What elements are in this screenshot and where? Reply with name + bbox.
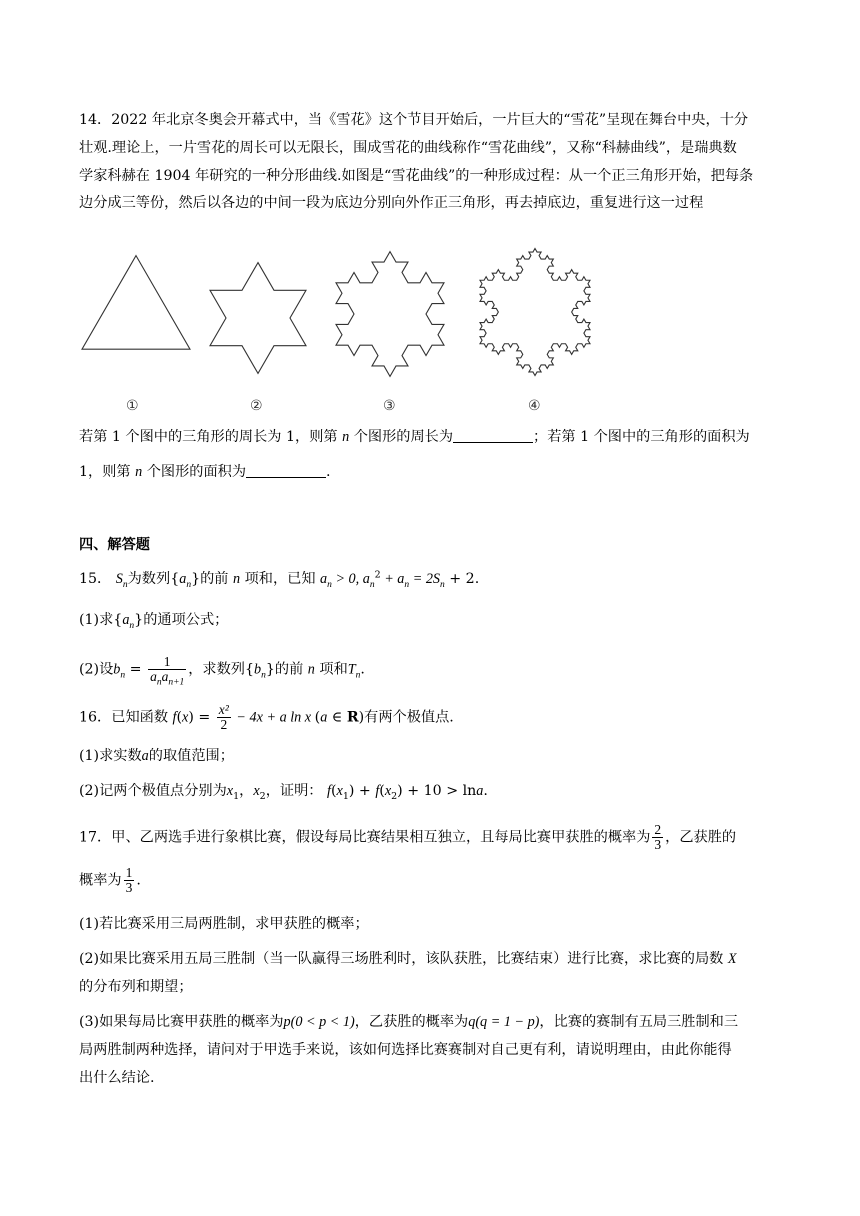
q17-text: (1)若比赛采用三局两胜制，求甲获胜的概率； (79, 916, 369, 932)
q16-text: (1)求实数 (79, 748, 142, 764)
q17-number: 17． (79, 829, 112, 846)
subscript: n (120, 670, 126, 681)
q14-text: 学家科赫在 1904 年研究的一种分形曲线.如图是“雪花曲线”的一种形成过程：从一个正三角形开始，把每条 (79, 168, 754, 184)
q15-part-2: (2)设$b_n$ = $\frac{1}{a_na_{n+1}}$ ，求数列$\{b_n\}$的前 n 项和$T_n$. (79, 654, 365, 688)
math: p(0 < p < 1) (283, 1014, 355, 1030)
math-f: f (172, 709, 177, 726)
q15-text: ，求数列 (188, 661, 245, 678)
q16-part-2: (2)记两个极值点分别为$x_1$，$x_2$，证明： $f(x_1) + f(x_2) + 10 > \ln a$. (79, 783, 488, 802)
subscript: n (355, 670, 361, 681)
q14-ask-text: 个图形的面积为 (142, 464, 247, 480)
math: − 4x + a ln x (232, 709, 315, 726)
q14-ask-text: 若第 1 个图中的三角形的周长为 1，则第 (79, 429, 343, 445)
math-x: x (253, 783, 260, 799)
math: + 2 (444, 571, 475, 587)
koch-iteration-2 (210, 263, 306, 374)
q14-line-2 (79, 138, 789, 158)
math: q(q = 1 − p) (468, 1014, 540, 1030)
math-a: a (141, 748, 149, 764)
q14-line-1 (79, 110, 789, 130)
fraction-numerator: 1 (125, 865, 133, 880)
q16-text: ，证明： (265, 783, 323, 799)
math-a: a (320, 571, 328, 587)
q16-text: (2)记两个极值点分别为 (79, 783, 227, 799)
q15-text: 项和 (314, 661, 348, 678)
q17-text: (2)如果比赛采用五局三胜制（当一队赢得三场胜利时，该队获胜，比赛结束）进行比赛，求比赛的局数 (79, 951, 728, 967)
fraction-denominator: 2 (220, 717, 228, 733)
math-S: S (115, 571, 123, 587)
q17-text: 出什么结论. (79, 1070, 155, 1086)
q17-part-3-line-1 (79, 1012, 789, 1032)
q14-ask-text: 1，则第 (79, 464, 136, 480)
math: = (125, 661, 147, 678)
figure-label-3: ③ (383, 398, 396, 414)
fraction-denominator: 3 (654, 837, 662, 853)
q17-line-2 (79, 866, 789, 895)
subscript: n (327, 579, 332, 590)
period: . (326, 464, 331, 480)
math: > 0, a (331, 571, 370, 587)
math-b: b (254, 661, 262, 678)
subscript: n (440, 579, 445, 590)
q17-part-3-line-2 (79, 1040, 789, 1060)
q15-text: 的通项公式； (143, 612, 229, 628)
q15-text: (2)设 (79, 661, 114, 678)
subscript: n (122, 579, 128, 590)
fraction-numerator: x² (218, 702, 229, 717)
fraction (652, 823, 663, 852)
subscript: n (129, 620, 135, 631)
koch-snowflake-figures (70, 236, 610, 396)
var-n: n (342, 429, 350, 445)
q14-number: 14． (79, 112, 112, 128)
q17-part-3-line-3 (79, 1068, 789, 1088)
subscript: n (369, 579, 375, 590)
math-a: a (476, 783, 484, 799)
q15-text: 为数列 (127, 571, 171, 587)
var-n: n (232, 571, 241, 587)
fraction (124, 866, 135, 895)
q16-text: 已知函数 (111, 709, 169, 726)
math-x: x (182, 709, 189, 726)
koch-iteration-3 (336, 252, 444, 377)
q15-number: 15． (79, 571, 112, 587)
math-b: b (113, 661, 121, 678)
math-T: T (347, 661, 356, 678)
period: . (360, 661, 365, 678)
period: . (474, 571, 480, 587)
section-title: 四、解答题 (79, 537, 150, 553)
q14-ask-line-1 (79, 427, 789, 447)
q17-text: 甲、乙两选手进行象棋比赛，假设每局比赛结果相互独立，且每局比赛甲获胜的概率为 (111, 829, 651, 846)
q17-text: ，乙获胜的 (665, 829, 737, 846)
q16-text: 有两个极值点. (364, 709, 454, 726)
math: = 2S (409, 571, 441, 587)
fraction (217, 703, 231, 732)
q17-part-2-line-1 (79, 949, 789, 969)
figure-label-1: ① (126, 398, 139, 414)
fraction-numerator: 1 (148, 655, 186, 670)
fraction (148, 654, 186, 688)
q16-part-1 (79, 746, 789, 766)
q17-text: 的分布列和期望； (79, 979, 193, 995)
period: . (483, 783, 488, 799)
math-X: X (727, 951, 737, 967)
q15-part-1: (1)求$\{a_n\}$的通项公式； (79, 612, 229, 631)
var-n: n (135, 464, 143, 480)
answer-blank-perimeter[interactable] (453, 428, 533, 443)
q17-text: 局两胜制两种选择，请问对于甲选手来说，该如何选择比赛赛制对自己更有利，请说明理由，由此你能得 (79, 1042, 732, 1058)
math: + 10 > ln (402, 783, 477, 799)
answer-blank-area[interactable] (246, 463, 326, 478)
q15-text: 项和，已知 (240, 571, 316, 587)
q17-text: ，乙获胜的概率为 (354, 1014, 469, 1030)
math-a: a (179, 571, 187, 587)
q14-text: 壮观.理论上，一片雪花的周长可以无限长，围成雪花的曲线称作“雪花曲线”，又称“科赫曲线”，是瑞典数 (79, 140, 737, 156)
q15-text: 的前 (200, 571, 233, 587)
math-x: x (226, 783, 234, 799)
period: . (136, 872, 141, 889)
math: + a (380, 571, 405, 587)
q16-text: 的取值范围； (148, 748, 234, 764)
figure-label-4: ④ (528, 398, 541, 414)
figure-label-2: ② (250, 398, 263, 414)
fraction-numerator: 2 (654, 822, 662, 837)
q17-text: 概率为 (79, 872, 122, 889)
q17-part-1 (79, 914, 789, 934)
subscript: n (404, 579, 410, 590)
q14-ask-text: 个图形的周长为 (349, 429, 454, 445)
q15-text: 的前 (274, 661, 308, 678)
q16-number: 16． (79, 709, 112, 726)
q17-part-2-line-2 (79, 977, 789, 997)
q17-line-1 (79, 823, 789, 852)
q14-ask-line-2 (79, 462, 789, 482)
q16-stem: 16．已知函数 f(x) = $\frac{\text{x²}}{2}$ − 4x + a ln x (a ∈ R)有两个极值点. (79, 702, 454, 733)
subscript: n (186, 579, 192, 590)
q17-text: ，比赛的赛制有五局三胜制和三 (539, 1014, 739, 1030)
math-a: a (122, 612, 130, 628)
q14-line-3 (79, 166, 789, 186)
q14-text: 2022 年北京冬奥会开幕式中，当《雪花》这个节目开始后，一片巨大的“雪花”呈现在舞台中央，十分 (111, 112, 749, 128)
set-R: R (346, 709, 359, 726)
fraction-denominator: 3 (125, 880, 133, 896)
q14-ask-text: ；若第 1 个图中的三角形的面积为 (533, 429, 750, 445)
fraction-denominator: $a_na_{n+1}$ (150, 669, 185, 688)
var-n: n (307, 661, 315, 678)
q15-text: (1)求 (79, 612, 114, 628)
koch-iteration-1 (82, 256, 190, 350)
subscript: n (261, 670, 266, 681)
q14-text: 边分成三等份，然后以各边的中间一段为底边分别向外作正三角形，再去掉底边，重复进行这一过程 (79, 195, 704, 211)
q15-stem: 15． $S_n$为数列$\{a_n\}$的前 n 项和，已知 $a_n > 0$, $a_n^2 + a_n = 2S_n + 2$. (79, 569, 480, 590)
koch-iteration-4 (480, 248, 590, 375)
q14-line-4 (79, 193, 789, 213)
q17-text: (3)如果每局比赛甲获胜的概率为 (79, 1014, 284, 1030)
